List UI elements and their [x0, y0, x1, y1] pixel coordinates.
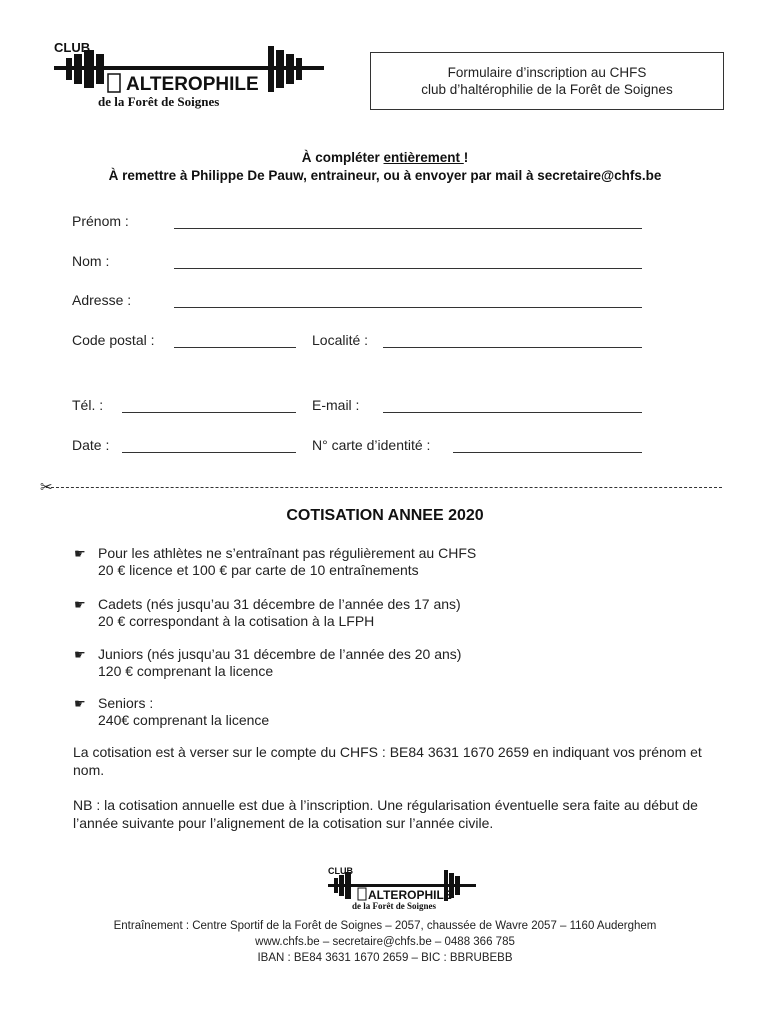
- instruction-suffix: !: [463, 150, 469, 165]
- input-adresse[interactable]: [174, 307, 642, 308]
- label-date: Date :: [72, 437, 110, 453]
- cotisation-item-1-line1: Pour les athlètes ne s’entraînant pas régulièrement au CHFS: [98, 545, 477, 561]
- input-prenom[interactable]: [174, 228, 642, 229]
- instruction-prefix: À compléter: [301, 150, 384, 165]
- footer-line3: IBAN : BE84 3631 1670 2659 – BIC : BBRUBEBB: [257, 952, 513, 964]
- input-localite[interactable]: [383, 347, 642, 348]
- form-title-line2: club d’haltérophilie de la Forêt de Soignes: [421, 82, 673, 97]
- form-title-box: [370, 52, 724, 110]
- footer-line1: Entraînement : Centre Sportif de la Forêt de Soignes – 2057, chaussée de Wavre 2057 – 1160 Auderghem: [113, 920, 657, 932]
- logo-club-text: CLUB: [54, 40, 91, 55]
- pointing-hand-icon: ☛: [74, 546, 86, 561]
- footer-line2: www.chfs.be – secretaire@chfs.be – 0488 366 785: [255, 936, 515, 948]
- cotisation-item-3-line2: 120 € comprenant la licence: [98, 663, 274, 679]
- cotisation-item-4-line1: Seniors :: [98, 695, 154, 711]
- club-logo-top: [46, 40, 336, 112]
- cotisation-item-1-line2: 20 € licence et 100 € par carte de 10 entraînements: [98, 562, 419, 578]
- logo-club-text: CLUB: [328, 866, 353, 876]
- input-tel[interactable]: [122, 412, 296, 413]
- input-nom[interactable]: [174, 268, 642, 269]
- cotisation-title: COTISATION ANNEE 2020: [286, 507, 484, 524]
- payment-paragraph: La cotisation est à verser sur le compte du CHFS : BE84 3631 1670 2659 en indiquant vos prénom et nom.: [73, 744, 702, 778]
- cut-line: [46, 487, 722, 488]
- nb-paragraph: NB : la cotisation annuelle est due à l’inscription. Une régularisation éventuelle sera faite au début de l’année suivante pour l’alignement de la cotisation sur l’année civile.: [73, 797, 698, 831]
- logo-subtitle: de la Forêt de Soignes: [352, 901, 436, 911]
- logo-subtitle: de la Forêt de Soignes: [98, 94, 220, 109]
- pointing-hand-icon: ☛: [74, 647, 86, 662]
- label-adresse: Adresse :: [72, 292, 132, 308]
- input-code-postal[interactable]: [174, 347, 296, 348]
- label-email: E-mail :: [312, 397, 360, 413]
- label-code-postal: Code postal :: [72, 332, 155, 348]
- logo-brand-text: ALTEROPHILE: [126, 74, 259, 95]
- pointing-hand-icon: ☛: [74, 696, 86, 711]
- cotisation-item-2-line2: 20 € correspondant à la cotisation à la LFPH: [98, 613, 375, 629]
- input-email[interactable]: [383, 412, 642, 413]
- label-tel: Tél. :: [72, 397, 104, 413]
- club-logo-bottom: [322, 866, 482, 914]
- form-title-line1: Formulaire d’inscription au CHFS: [447, 65, 647, 80]
- input-date[interactable]: [122, 452, 296, 453]
- instruction-line1: [0, 150, 770, 165]
- instruction-line2: À remettre à Philippe De Pauw, entraineur, ou à envoyer par mail à secretaire@chfs.be: [108, 168, 662, 183]
- cotisation-item-4-line2: 240€ comprenant la licence: [98, 712, 270, 728]
- label-carte-identite: N° carte d’identité :: [312, 437, 431, 453]
- scissors-icon: ✂: [40, 479, 53, 496]
- input-carte-identite[interactable]: [453, 452, 642, 453]
- cotisation-item-2-line1: Cadets (nés jusqu’au 31 décembre de l’année des 17 ans): [98, 596, 461, 612]
- pointing-hand-icon: ☛: [74, 597, 86, 612]
- label-nom: Nom :: [72, 253, 110, 269]
- cotisation-item-3-line1: Juniors (nés jusqu’au 31 décembre de l’année des 20 ans): [98, 646, 462, 662]
- logo-brand-text: ALTEROPHILE: [368, 888, 452, 902]
- instruction-underlined: entièrement: [383, 150, 464, 165]
- label-prenom: Prénom :: [72, 213, 129, 229]
- label-localite: Localité :: [312, 332, 369, 348]
